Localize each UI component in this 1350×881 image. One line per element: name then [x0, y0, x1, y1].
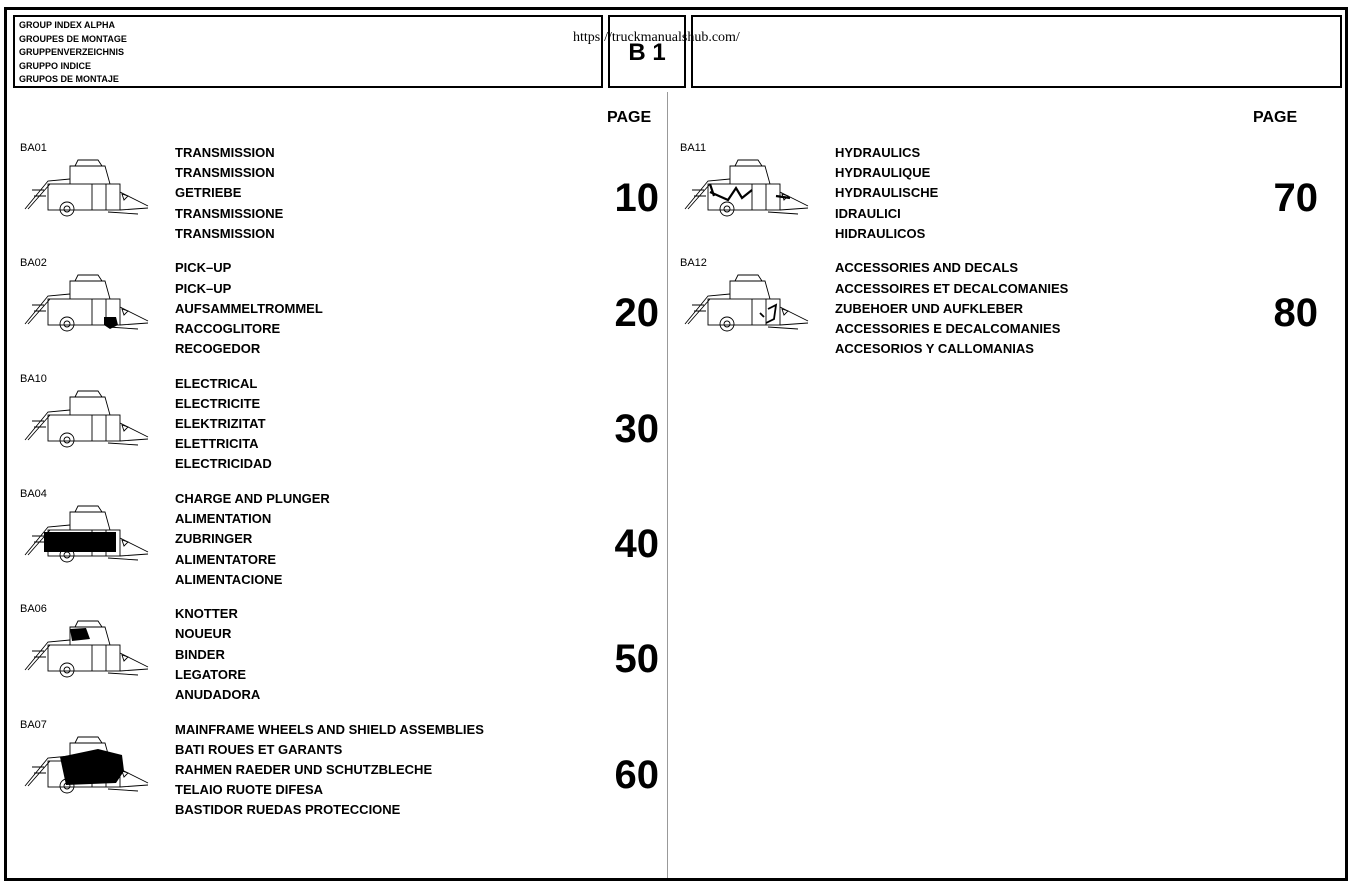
group-name: TELAIO RUOTE DIFESA [175, 782, 324, 798]
group-name: TRANSMISSION [175, 165, 275, 181]
page-column-heading-left: PAGE [607, 109, 652, 126]
group-name: IDRAULICI [835, 205, 901, 221]
group-names [175, 374, 272, 475]
group-code: BA12 [680, 257, 707, 270]
page-frame [4, 7, 1348, 881]
baler-illustration-icon [20, 154, 150, 218]
group-name: HYDRAULIQUE [835, 165, 931, 181]
group-name: HYDRAULISCHE [835, 185, 939, 201]
group-names [175, 489, 330, 590]
page-number[interactable]: 80 [1273, 291, 1318, 336]
header-title-box [13, 15, 603, 88]
group-name: KNOTTER [175, 606, 238, 622]
group-names [175, 143, 283, 244]
group-name: TRANSMISSION [175, 225, 275, 241]
group-name: BASTIDOR RUEDAS PROTECCIONE [175, 802, 401, 818]
group-names [835, 258, 1068, 359]
group-name: ELETTRICITA [175, 436, 259, 452]
header-title-it: GRUPPO INDICE [19, 60, 92, 71]
section-box [608, 15, 686, 88]
page-number[interactable]: 20 [614, 291, 659, 336]
group-names [175, 258, 323, 359]
group-name: ALIMENTACIONE [175, 571, 283, 587]
group-names [835, 143, 938, 244]
group-name: RACCOGLITORE [175, 320, 281, 336]
group-name: ELECTRICIDAD [175, 456, 272, 472]
baler-illustration-icon [20, 385, 150, 449]
group-code: BA11 [680, 142, 707, 154]
group-names [175, 720, 484, 821]
page-number[interactable]: 10 [614, 176, 659, 220]
group-name: ZUBEHOER UND AUFKLEBER [835, 300, 1024, 316]
baler-illustration-icon [680, 154, 810, 218]
group-code: BA01 [20, 142, 47, 154]
page-number[interactable]: 70 [1273, 176, 1318, 220]
group-name: BATI ROUES ET GARANTS [175, 741, 343, 757]
group-name: NOUEUR [175, 626, 232, 642]
group-names [175, 604, 260, 705]
group-name: ALIMENTATORE [175, 551, 277, 567]
group-name: ELECTRICAL [175, 375, 258, 391]
header-title-fr: GROUPES DE MONTAGE [19, 33, 127, 44]
group-name: PICK–UP [175, 280, 232, 296]
group-name: ALIMENTATION [175, 511, 272, 527]
group-name: PICK–UP [175, 260, 232, 276]
group-name: GETRIEBE [175, 185, 242, 201]
group-name: ANUDADORA [175, 687, 261, 702]
baler-illustration-icon [20, 269, 150, 333]
page-number[interactable]: 60 [614, 752, 659, 797]
group-name: ACCESSORIES AND DECALS [835, 260, 1018, 276]
header-title-es: GRUPOS DE MONTAJE [19, 74, 119, 85]
group-name: ACCESSORIES E DECALCOMANIES [835, 320, 1061, 336]
baler-illustration-icon [20, 615, 150, 679]
group-name: MAINFRAME WHEELS AND SHIELD ASSEMBLIES [175, 721, 484, 737]
group-name: HIDRAULICOS [835, 225, 926, 241]
page-column-heading-right: PAGE [1253, 109, 1298, 126]
group-name: LEGATORE [175, 666, 247, 682]
header-title-en: GROUP INDEX ALPHA [19, 20, 116, 30]
group-code: BA02 [20, 257, 47, 270]
group-name: TRANSMISSION [175, 145, 275, 160]
page-number[interactable]: 50 [614, 637, 659, 682]
watermark-url[interactable]: https://truckmanualshub.com/ [573, 30, 740, 45]
group-name: CHARGE AND PLUNGER [175, 490, 330, 506]
baler-illustration-icon [680, 269, 810, 333]
group-name: RAHMEN RAEDER UND SCHUTZBLECHE [175, 761, 433, 777]
group-name: AUFSAMMELTROMMEL [175, 300, 323, 316]
group-name: ELEKTRIZITAT [175, 416, 266, 431]
group-name: HYDRAULICS [835, 145, 921, 160]
page-number[interactable]: 40 [614, 521, 659, 566]
page-number[interactable]: 30 [614, 406, 659, 451]
group-code: BA10 [20, 372, 47, 385]
column-divider [667, 92, 668, 878]
group-name: TRANSMISSIONE [175, 205, 284, 221]
group-name: RECOGEDOR [175, 341, 261, 357]
group-code: BA06 [20, 603, 47, 616]
baler-illustration-icon [20, 731, 150, 795]
baler-illustration-icon [20, 500, 150, 564]
section-code: B 1 [628, 39, 666, 66]
group-code: BA04 [20, 487, 47, 500]
header-title-de: GRUPPENVERZEICHNIS [19, 47, 125, 58]
group-name: BINDER [175, 646, 225, 662]
group-code: BA07 [20, 718, 47, 731]
group-name: ACCESORIOS Y CALLOMANIAS [835, 341, 1034, 357]
group-name: ACCESSOIRES ET DECALCOMANIES [835, 280, 1069, 296]
group-name: ELECTRICITE [175, 395, 261, 411]
header-blank-box [691, 15, 1342, 88]
group-name: ZUBRINGER [175, 531, 253, 547]
